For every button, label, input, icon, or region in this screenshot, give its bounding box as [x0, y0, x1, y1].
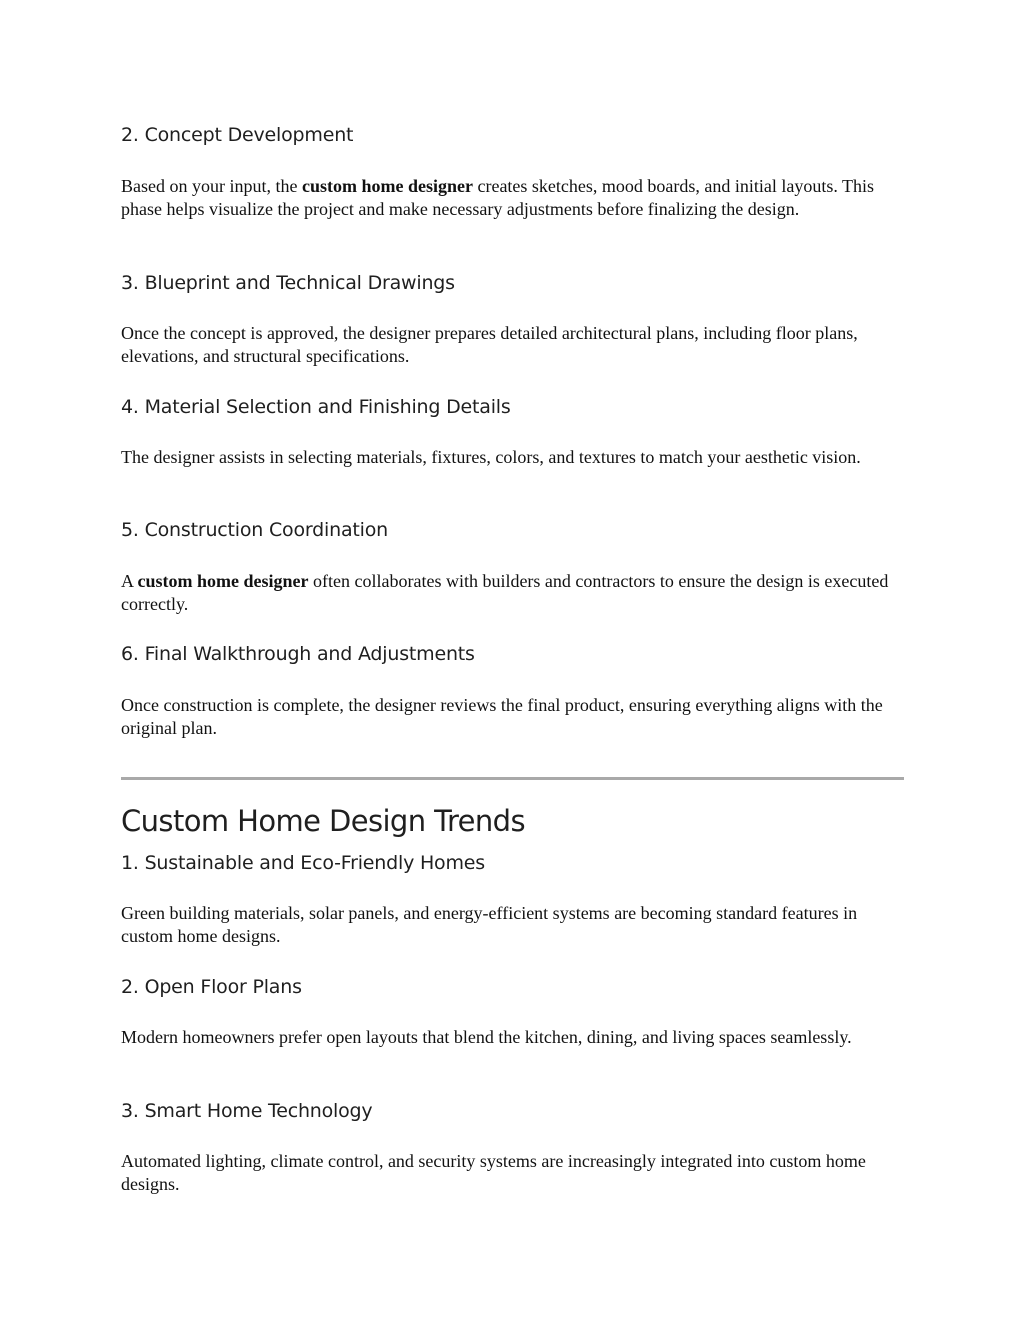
- body-text: A: [121, 571, 138, 591]
- step-blueprint: [121, 271, 904, 295]
- step-heading: 2. Concept Development: [121, 124, 354, 146]
- section-divider: [121, 777, 904, 780]
- body-text: Based on your input, the: [121, 176, 302, 196]
- section-title: Custom Home Design Trends: [121, 804, 525, 838]
- trend-sustainable: [121, 851, 904, 875]
- trend-paragraph: [121, 1026, 904, 1049]
- step-construction-coordination: [121, 518, 904, 542]
- step-paragraph: [121, 446, 904, 469]
- step-heading: 6. Final Walkthrough and Adjustments: [121, 643, 475, 665]
- step-paragraph: [121, 175, 904, 221]
- trend-heading: 2. Open Floor Plans: [121, 976, 302, 998]
- step-heading: 3. Blueprint and Technical Drawings: [121, 272, 455, 294]
- step-paragraph: [121, 694, 904, 740]
- trends-section: [121, 803, 904, 839]
- step-heading: 4. Material Selection and Finishing Details: [121, 396, 511, 418]
- body-bold-text: custom home designer: [137, 571, 309, 591]
- body-text: often collaborates with builders and contractors to ensure the design is executed correctly.: [121, 571, 889, 614]
- trend-body: Automated lighting, climate control, and security systems are increasingly integrated into custom home designs.: [121, 1151, 866, 1194]
- step-final-walkthrough: [121, 642, 904, 666]
- trend-body: Modern homeowners prefer open layouts that blend the kitchen, dining, and living spaces seamlessly.: [121, 1027, 852, 1047]
- trend-smart-home: [121, 1099, 904, 1123]
- body-bold-text: custom home designer: [301, 176, 473, 196]
- step-body: [121, 570, 904, 616]
- step-body: Once the concept is approved, the designer prepares detailed architectural plans, including floor plans, elevations, and structural specifications.: [121, 323, 858, 366]
- trend-paragraph: [121, 1150, 904, 1196]
- step-concept-development: [121, 123, 904, 147]
- body-text: creates sketches, mood boards, and initial layouts. This phase helps visualize the project and make necessary adjustments before finalizing the design.: [121, 176, 875, 219]
- step-material-selection: [121, 395, 904, 419]
- trend-open-floor: [121, 975, 904, 999]
- step-heading: 5. Construction Coordination: [121, 519, 388, 541]
- step-paragraph: [121, 570, 904, 616]
- trend-heading: 1. Sustainable and Eco-Friendly Homes: [121, 852, 485, 874]
- step-paragraph: [121, 322, 904, 368]
- step-body: The designer assists in selecting materials, fixtures, colors, and textures to match your aesthetic vision.: [121, 447, 861, 467]
- step-body: [121, 175, 904, 221]
- step-body: Once construction is complete, the designer reviews the final product, ensuring everything aligns with the original plan.: [121, 695, 883, 738]
- trend-body: Green building materials, solar panels, and energy-efficient systems are becoming standard features in custom home designs.: [121, 903, 858, 946]
- trend-heading: 3. Smart Home Technology: [121, 1100, 373, 1122]
- trend-paragraph: [121, 902, 904, 948]
